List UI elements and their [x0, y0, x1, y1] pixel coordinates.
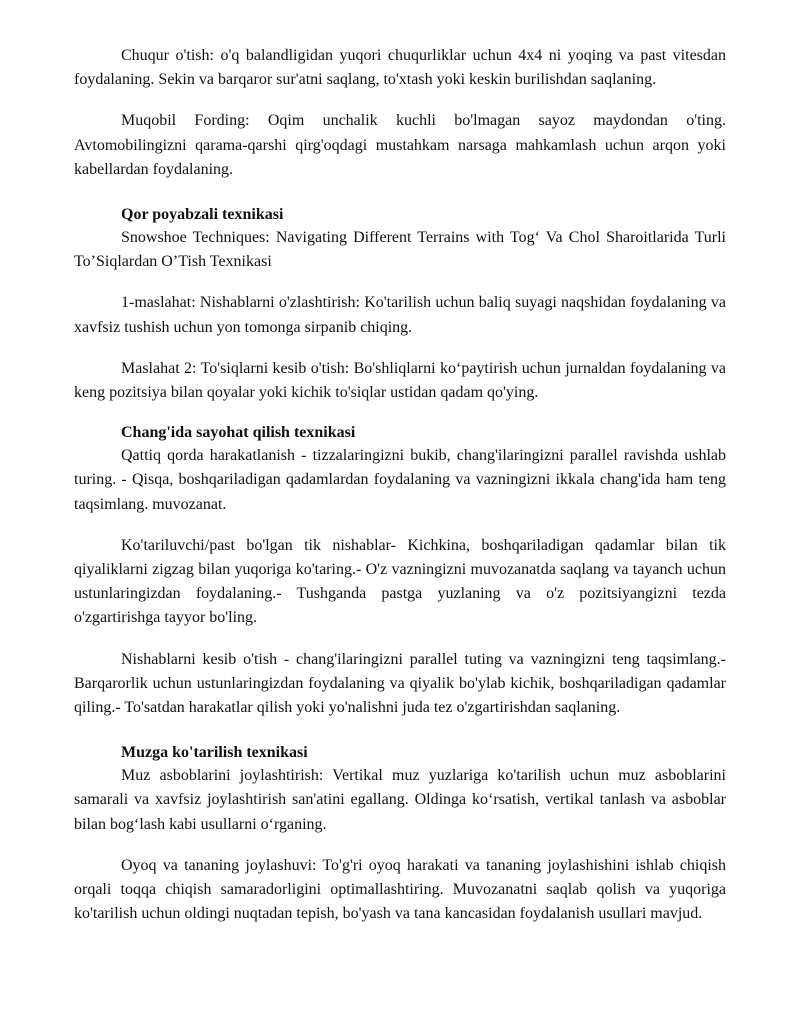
heading-ski: Chang'ida sayohat qilish texnikasi [121, 424, 356, 442]
heading-snowshoe: Qor poyabzali texnikasi [121, 206, 284, 224]
document-page [74, 44, 726, 926]
paragraph-ski-steep-slopes: Ko'tariluvchi/past bo'lgan tik nishablar- Kichkina, boshqariladigan qadamlar bilan tik qiyaliklarni zigzag bilan yuqoriga ko'taring.- O'z vazningizni muvozanatda saqlang va tayanch uchun ustunlaringizdan foydalaning.- Tushganda pastga yuzlaning va o'z pozitsiyangizni tezda o'zgartirishga tayyor bo'ling. [74, 536, 726, 627]
paragraph-snowshoe-tip-1: 1-maslahat: Nishablarni o'zlashtirish: Ko'tarilish uchun baliq suyagi naqshidan foydalaning va xavfsiz tushish uchun yon tomonga sirpanib chiqing. [74, 294, 726, 336]
paragraph-alternative-fording: Muqobil Fording: Oqim unchalik kuchli bo'lmagan sayoz maydondan o'ting. Avtomobilingizni qarama-qarshi qirg'oqdagi mustahkam narsaga mahkamlash uchun arqon yoki kabellardan foydalaning. [74, 112, 726, 178]
paragraph-ski-crossing: Nishablarni kesib o'tish - chang'ilaringizni parallel tuting va vazningizni teng taqsimlang.- Barqarorlik uchun ustunlaringizdan foydalaning va qiyalik bo'ylab kichik, boshqariladigan qadamlar qiling.- To'satdan harakatlar qilish yoki yo'nalishni juda tez o'zgartirishdan saqlaning. [74, 650, 726, 717]
paragraph-ice-tools: Muz asboblarini joylashtirish: Vertikal muz yuzlariga ko'tarilish uchun muz asboblarini samarali va xavfsiz joylashtirish san'atini egallang. Oldinga ko‘rsatish, vertikal tanlash va asboblar bilan bog‘lash kabi usullarni o‘rganing. [74, 767, 726, 833]
paragraph-snowshoe-tip-2: Maslahat 2: To'siqlarni kesib o'tish: Bo'shliqlarni ko‘paytirish uchun jurnaldan foydalaning va keng pozitsiya bilan qoyalar yoki kichik to'siqlar ustidan qadam qo'ying. [74, 359, 726, 402]
paragraph-ice-footwork: Oyoq va tananing joylashuvi: To'g'ri oyoq harakati va tananing joylashishini ishlab chiqish orqali toqqa chiqish samaradorligini optimallashtiring. Muvozanatni saqlab qolish va yuqoriga ko'tarilish uchun oldingi nuqtadan tepish, bo'yash va tana kancasidan foydalanish usullari mavjud. [74, 856, 726, 923]
paragraph-deep-crossing: Chuqur o'tish: o'q balandligidan yuqori chuqurliklar uchun 4x4 ni yoqing va past vitesdan foydalaning. Sekin va barqaror sur'atni saqlang, to'xtash yoki keskin burilishdan saqlaning. [74, 47, 726, 89]
subtitle-snowshoe: Snowshoe Techniques: Navigating Different Terrains with Tog‘ Va Chol Sharoitlarida Turli To’Siqlardan O’Tish Texnikasi [74, 229, 726, 271]
paragraph-ski-hard-snow: Qattiq qorda harakatlanish - tizzalaringizni bukib, chang'ilaringizni parallel ravishda ushlab turing. - Qisqa, boshqariladigan qadamlardan foydalaning va vazningizni ikkala chang'ida ham teng taqsimlang. muvozanat. [74, 447, 726, 513]
heading-ice: Muzga ko'tarilish texnikasi [121, 744, 308, 762]
